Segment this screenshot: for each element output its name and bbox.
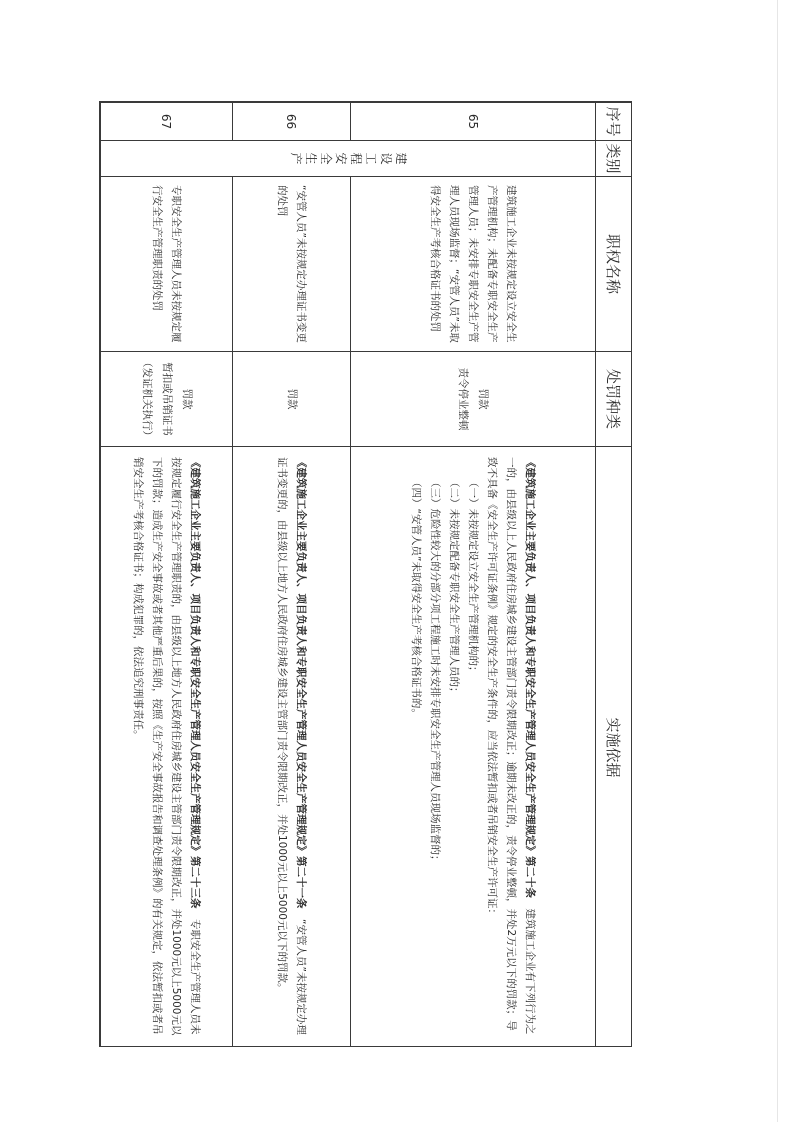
name-cell: “安管人员”未按规定办理证书变更的处罚: [233, 177, 351, 352]
basis-cell: [351, 447, 596, 1048]
name-cell: 专职安全生产管理人员未按规定履行安全生产管理职责的处罚: [101, 177, 233, 352]
basis-cell: [233, 447, 351, 1048]
rotated-table: [100, 102, 632, 1047]
basis-text: 专职安全生产管理人员未按规定履行安全生产管理职责的，由县级以上地方人民政府住房城乡建设主管部门责令限期改正，并处1000元以上5000元以下的罚款；造成生产安全事故或者其他严重后果的，按照《生产安全事故报告和调查处理条例》的有关规定，依法暂扣或者吊销安全生产考核合格证书；构成犯罪的，依法追究刑事责任。: [132, 457, 202, 1036]
penalty-type: 罚款: [181, 388, 193, 410]
penalty-type: 责令停业整顿: [457, 367, 470, 431]
serial-cell: 66: [233, 103, 351, 141]
penalty-type: 暂扣或吊销证书: [161, 362, 173, 436]
header-name: 职权名称: [596, 177, 633, 352]
scan-edge-line: [777, 0, 778, 1122]
penalty-type: 罚款: [286, 388, 298, 410]
table-row: [233, 103, 351, 1048]
table-row: [351, 103, 596, 1048]
penalty-type-cell: [233, 352, 351, 447]
category-cell: [101, 141, 596, 177]
basis-item: （四）“安管人员”未取得安全生产考核合格证书的。: [410, 477, 423, 719]
basis-item: （一）未按规定设立安全生产管理机构的；: [467, 477, 480, 677]
header-serial: 序号: [596, 103, 633, 141]
penalty-type-cell: [101, 352, 233, 447]
penalty-type-cell: [351, 352, 596, 447]
header-category: 类别: [596, 141, 633, 177]
law-reference: 《建筑施工企业主要负责人、项目负责人和专职安全生产管理人员安全生产管理规定》第二十三条: [189, 457, 202, 909]
basis-text: “安管人员”未按规定办理证书变更的，由县级以上地方人民政府住房城乡建设主管部门责令限期改正，并处1000元以上5000元以下的罚款。: [276, 457, 308, 1035]
law-reference: 《建筑施工企业主要负责人、项目负责人和专职安全生产管理人员安全生产管理规定》第二十一条: [295, 457, 308, 909]
basis-text: 建筑施工企业有下列行为之一的，由县级以上人民政府住房城乡建设主管部门责令限期改正；逾期未改正的，责令停业整顿，并处2万元以下的罚款；导致不具备《安全生产许可证条例》规定的安全生产条件的，应当依法暂扣或者吊销安全生产许可证：: [486, 457, 537, 1035]
basis-cell: [101, 447, 233, 1048]
header-basis: 实施依据: [596, 447, 633, 1048]
penalty-table: [100, 102, 632, 1047]
table-row: [101, 103, 233, 1048]
basis-item: （二）未按规定配备专职安全生产管理人员的；: [448, 477, 461, 698]
table-frame: [99, 101, 632, 1047]
category-label: 建设工程安全生产: [289, 152, 408, 165]
law-reference: 《建筑施工企业主要负责人、项目负责人和专职安全生产管理人员安全生产管理规定》第二十条: [524, 457, 537, 898]
serial-cell: 65: [351, 103, 596, 141]
name-cell: 建筑施工企业未按规定设立安全生产管理机构；未配备专职安全生产管理人员；未安排专职安全生产管理人员现场监督；“安管人员”未取得安全生产考核合格证书的处罚: [351, 177, 596, 352]
basis-item: （三）危险性较大的分部分项工程施工时未安排专职安全生产管理人员现场监督的；: [429, 477, 442, 866]
serial-cell: 67: [101, 103, 233, 141]
penalty-type: （发证机关执行）: [141, 357, 153, 441]
header-row: [596, 103, 633, 1048]
penalty-type: 罚款: [477, 388, 490, 410]
header-penalty-type: 处罚种类: [596, 352, 633, 447]
